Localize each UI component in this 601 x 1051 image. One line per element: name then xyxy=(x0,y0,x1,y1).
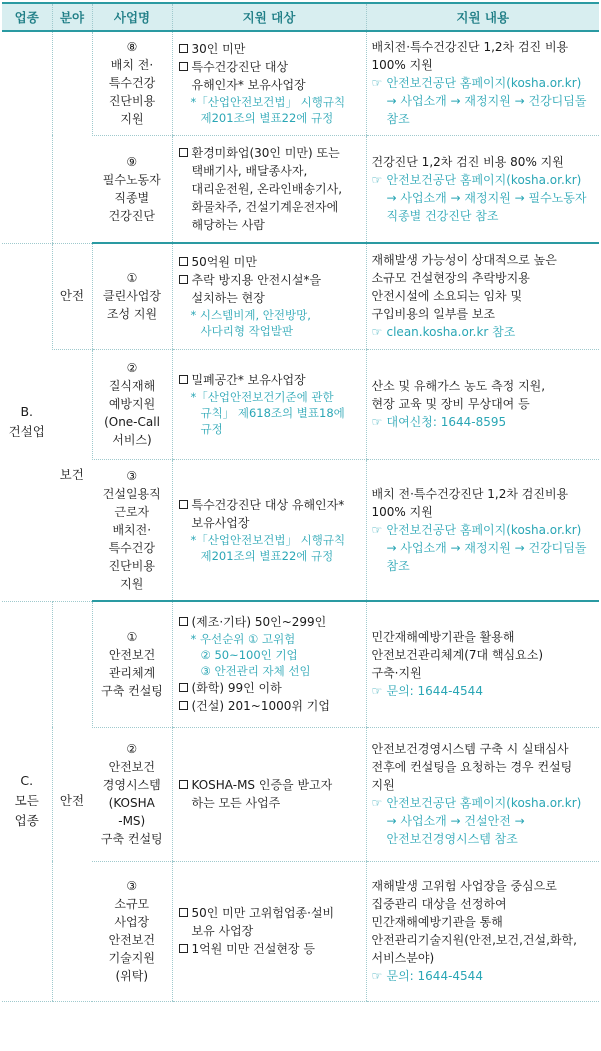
sector-name: 모든 xyxy=(14,793,39,808)
business-name-cell xyxy=(92,243,172,349)
reference-text: 안전보건공단 홈페이지(kosha.or.kr) xyxy=(386,172,582,187)
pointing-hand-icon: ☞ xyxy=(371,969,383,983)
reference-text: 안전보건공단 홈페이지(kosha.or.kr) xyxy=(386,522,582,537)
header-content: 지원 내용 xyxy=(366,3,599,31)
content-text: 재해발생 고위험 사업장을 중심으로 xyxy=(371,879,557,893)
target-text: 대리운전원, 온라인배송기사, xyxy=(191,181,343,196)
target-cell xyxy=(172,727,366,861)
business-name-line: 관리체계 xyxy=(108,666,156,681)
checkbox-icon xyxy=(179,944,188,953)
table-row xyxy=(2,349,599,459)
sector-cell xyxy=(2,601,52,1001)
content-text: 배치전·특수건강진단 1,2차 검진 비용 xyxy=(371,40,569,55)
checkbox-icon xyxy=(179,275,188,284)
business-name-line: 배치전· xyxy=(112,522,152,537)
sector-name: 건설업 xyxy=(8,424,45,439)
content-text: 지원 xyxy=(371,778,395,792)
business-name-line: 안전보건 xyxy=(108,648,156,663)
business-name-line: 사업장 xyxy=(114,915,150,929)
target-cell xyxy=(172,31,366,135)
header-business-name: 사업명 xyxy=(92,3,172,31)
target-text: 50인 미만 고위험업종·설비 xyxy=(191,906,335,920)
target-note: *「산업안전보건법」 시행규칙 xyxy=(190,532,346,547)
business-name-cell xyxy=(92,601,172,727)
table-row xyxy=(2,601,599,727)
target-item xyxy=(179,58,362,76)
target-cell xyxy=(172,459,366,601)
business-name-cell xyxy=(92,349,172,459)
content-cell xyxy=(366,459,599,601)
target-text: (제조·기타) 50인~299인 xyxy=(191,615,327,630)
table-row xyxy=(2,459,599,601)
business-name-cell xyxy=(92,459,172,601)
business-name-line: 직종별 xyxy=(114,190,150,205)
business-name-line: 근로자 xyxy=(114,504,150,519)
business-name-line: ⑧ xyxy=(126,40,138,55)
content-text: 구입비용의 일부를 보조 xyxy=(371,307,496,322)
reference-link xyxy=(372,323,596,341)
content-cell xyxy=(366,861,599,1001)
reference-text: → 사업소개 → 재정지원 → 건강디딤돌 xyxy=(386,94,587,109)
reference-text: 안전보건경영시스템 참조 xyxy=(386,832,518,846)
target-note: ③ 안전관리 자체 선임 xyxy=(200,664,311,679)
target-text: (화학) 99인 이하 xyxy=(191,681,282,696)
reference-text: → 사업소개 → 건설안전 → xyxy=(386,814,525,828)
reference-text: 참조 xyxy=(386,112,410,127)
business-name-line: 예방지원 xyxy=(108,397,156,411)
target-item xyxy=(179,904,362,922)
business-name-cell xyxy=(92,135,172,243)
target-note: *「산업안전보건법」 시행규칙 xyxy=(190,95,346,110)
reference-text: 문의: 1644-4544 xyxy=(386,684,483,699)
target-note: 규정 xyxy=(200,422,223,436)
content-text: 안전관리기술지원(안전,보건,건설,화학, xyxy=(371,933,577,947)
content-cell xyxy=(366,727,599,861)
target-note: ② 50~100인 기업 xyxy=(200,648,298,663)
business-name-line: 구축 컨설팅 xyxy=(101,684,163,699)
business-name-line: 소규모 xyxy=(114,897,150,911)
field-cell: 안전 xyxy=(52,601,92,1001)
business-name-line: 조성 지원 xyxy=(106,307,158,322)
target-text: (건설) 201~1000위 기업 xyxy=(191,699,330,714)
pointing-hand-icon: ☞ xyxy=(371,172,383,187)
business-name-line: 건설일용직 xyxy=(102,486,161,501)
business-name-line: 필수노동자 xyxy=(102,172,161,187)
content-cell xyxy=(366,135,599,243)
reference-link xyxy=(372,967,596,985)
content-text: 안전보건경영시스템 구축 시 실태심사 xyxy=(371,742,569,756)
field-cell: 보건 xyxy=(52,349,92,601)
target-item xyxy=(179,144,362,162)
pointing-hand-icon: ☞ xyxy=(371,76,383,91)
checkbox-icon xyxy=(179,683,188,692)
business-name-line: 기술지원 xyxy=(108,951,155,965)
table-row xyxy=(2,243,599,349)
checkbox-icon xyxy=(179,62,188,71)
business-name-line: 경영시스템 xyxy=(102,778,161,792)
reference-text: 문의: 1644-4544 xyxy=(386,969,483,983)
sector-code: B. xyxy=(20,404,34,419)
business-name-line: ① xyxy=(126,630,138,645)
checkbox-icon xyxy=(179,148,188,157)
target-text: 하는 모든 사업주 xyxy=(191,796,281,810)
content-text: 안전시설에 소요되는 임차 및 xyxy=(371,289,523,304)
checkbox-icon xyxy=(179,44,188,53)
target-note: 사다리형 작업발판 xyxy=(200,324,294,339)
table-row xyxy=(2,727,599,861)
content-text: 재해발생 가능성이 상대적으로 높은 xyxy=(371,253,557,268)
target-item xyxy=(179,776,362,794)
target-item xyxy=(179,613,362,631)
content-text: 민간재해예방기관을 활용해 xyxy=(371,630,515,645)
business-name-line: 서비스) xyxy=(112,433,152,447)
target-item xyxy=(179,496,362,514)
table-row xyxy=(2,135,599,243)
content-text: 구축·지원 xyxy=(371,666,422,681)
sector-cell xyxy=(2,243,52,601)
checkbox-icon xyxy=(179,701,188,710)
business-name-line: (One-Call xyxy=(104,415,160,429)
target-note: *「산업안전보건기준에 관한 xyxy=(190,390,334,404)
reference-link xyxy=(372,413,596,431)
pointing-hand-icon: ☞ xyxy=(371,796,383,810)
field-cell: 안전 xyxy=(52,243,92,349)
reference-link xyxy=(372,171,596,189)
reference-text: → 사업소개 → 재정지원 → 필수노동자 xyxy=(386,190,587,205)
target-note: * 시스템비계, 안전방망, xyxy=(190,308,311,323)
target-item xyxy=(179,40,362,58)
reference-text: → 사업소개 → 재정지원 → 건강디딤돌 xyxy=(386,540,587,555)
target-text: 보유사업장 xyxy=(191,515,250,530)
target-item xyxy=(179,271,362,289)
pointing-hand-icon: ☞ xyxy=(371,325,383,340)
business-name-line: 배치 전· xyxy=(110,58,154,73)
target-item xyxy=(179,371,362,389)
support-table xyxy=(2,2,599,1002)
content-text: 전후에 컨설팅을 요청하는 경우 컨설팅 xyxy=(371,760,573,774)
business-name-line: (KOSHA xyxy=(108,796,155,810)
reference-link xyxy=(372,521,596,539)
reference-text: 참조 xyxy=(386,558,410,573)
content-text: 현장 교육 및 장비 무상대여 등 xyxy=(371,397,530,411)
target-text: 추락 방지용 안전시설*을 xyxy=(191,273,322,288)
business-name-cell xyxy=(92,727,172,861)
business-name-line: ② xyxy=(126,742,138,756)
target-note: 제201조의 별표22에 규정 xyxy=(200,111,334,126)
reference-link xyxy=(372,794,596,812)
business-name-line: 안전보건 xyxy=(108,933,155,947)
content-cell xyxy=(366,243,599,349)
target-text: 보유 사업장 xyxy=(191,924,254,938)
business-name-line: 구축 컨설팅 xyxy=(100,832,163,846)
table-row xyxy=(2,31,599,135)
reference-text: 안전보건공단 홈페이지(kosha.or.kr) xyxy=(386,796,582,810)
target-text: 해당하는 사람 xyxy=(191,217,265,232)
business-name-line: ⑨ xyxy=(126,154,138,169)
reference-link xyxy=(372,74,596,92)
checkbox-icon xyxy=(179,500,188,509)
target-text: 30인 미만 xyxy=(191,42,246,57)
target-text: 밀폐공간* 보유사업장 xyxy=(191,373,306,387)
target-cell xyxy=(172,601,366,727)
reference-link xyxy=(372,682,596,700)
checkbox-icon xyxy=(179,617,188,626)
business-name-line: 진단비용 xyxy=(108,94,156,109)
reference-text: clean.kosha.or.kr 참조 xyxy=(386,325,516,340)
content-text: 배치 전·특수건강진단 1,2차 검진비용 xyxy=(371,486,569,501)
content-text: 소규모 건설현장의 추락방지용 xyxy=(371,271,530,286)
business-name-line: 건강진단 xyxy=(108,208,155,223)
business-name-line: ② xyxy=(126,361,138,375)
content-text: 건강진단 1,2차 검진 비용 80% 지원 xyxy=(371,154,564,169)
target-text: 유해인자* 보유사업장 xyxy=(191,78,306,93)
content-text: 안전보건관리체계(7대 핵심요소) xyxy=(371,648,544,663)
reference-text: 대여신청: 1644-8595 xyxy=(386,415,507,429)
content-cell xyxy=(366,31,599,135)
content-text: 산소 및 유해가스 농도 측정 지원, xyxy=(371,379,546,393)
target-text: 50억원 미만 xyxy=(191,255,257,270)
target-item xyxy=(179,940,362,958)
target-text: 택배기사, 배달종사자, xyxy=(191,163,308,178)
field-cell xyxy=(52,31,92,243)
sector-cell xyxy=(2,31,52,243)
target-text: 1억원 미만 건설현장 등 xyxy=(191,942,315,956)
target-item xyxy=(179,253,362,271)
business-name-cell xyxy=(92,861,172,1001)
target-cell xyxy=(172,349,366,459)
target-cell xyxy=(172,243,366,349)
target-note: * 우선순위 ① 고위험 xyxy=(190,632,296,647)
business-name-line: 특수건강 xyxy=(108,540,155,555)
content-text: 민간재해예방기관을 통해 xyxy=(371,915,503,929)
target-cell xyxy=(172,135,366,243)
business-name-line: -MS) xyxy=(118,814,146,828)
business-name-line: (위탁) xyxy=(115,969,149,983)
target-note: 규칙」 제618조의 별표18에 xyxy=(200,406,345,420)
content-text: 집중관리 대상을 선정하여 xyxy=(371,897,507,911)
checkbox-icon xyxy=(179,780,188,789)
target-text: 특수건강진단 대상 유해인자* xyxy=(191,497,345,512)
content-cell xyxy=(366,349,599,459)
target-text: 환경미화업(30인 미만) 또는 xyxy=(191,145,340,160)
content-text: 서비스분야) xyxy=(371,951,435,965)
pointing-hand-icon: ☞ xyxy=(371,415,383,429)
business-name-line: 진단비용 xyxy=(108,558,155,573)
target-text: 설치하는 현장 xyxy=(191,291,265,306)
pointing-hand-icon: ☞ xyxy=(371,684,383,699)
business-name-line: 지원 xyxy=(120,112,144,127)
business-name-line: 지원 xyxy=(120,576,144,591)
reference-text: 안전보건공단 홈페이지(kosha.or.kr) xyxy=(386,76,582,91)
checkbox-icon xyxy=(179,908,188,917)
target-text: KOSHA-MS 인증을 받고자 xyxy=(191,778,333,792)
target-item xyxy=(179,697,362,715)
business-name-line: 안전보건 xyxy=(108,760,155,774)
content-cell xyxy=(366,601,599,727)
checkbox-icon xyxy=(179,257,188,266)
business-name-line: 질식재해 xyxy=(108,379,156,393)
business-name-line: ③ xyxy=(126,879,138,893)
header-industry: 업종 xyxy=(2,3,52,31)
target-text: 특수건강진단 대상 xyxy=(191,60,289,75)
content-text: 100% 지원 xyxy=(371,58,433,73)
target-item xyxy=(179,679,362,697)
business-name-line: ① xyxy=(126,271,138,286)
pointing-hand-icon: ☞ xyxy=(371,522,383,537)
target-text: 화물차주, 건설기계운전자에 xyxy=(191,199,339,214)
table-row xyxy=(2,861,599,1001)
header-field: 분야 xyxy=(52,3,92,31)
target-note: 제201조의 별표22에 규정 xyxy=(200,548,334,563)
target-cell xyxy=(172,861,366,1001)
reference-text: 직종별 건강진단 참조 xyxy=(386,208,499,223)
business-name-line: ③ xyxy=(126,468,138,483)
content-text: 100% 지원 xyxy=(371,504,433,519)
business-name-line: 특수건강 xyxy=(108,76,156,91)
table-header-row xyxy=(2,3,599,31)
sector-name-2: 업종 xyxy=(14,813,39,828)
business-name-line: 클린사업장 xyxy=(103,289,161,304)
header-target: 지원 대상 xyxy=(172,3,366,31)
sector-code: C. xyxy=(20,773,34,788)
business-name-cell xyxy=(92,31,172,135)
checkbox-icon xyxy=(179,375,188,384)
